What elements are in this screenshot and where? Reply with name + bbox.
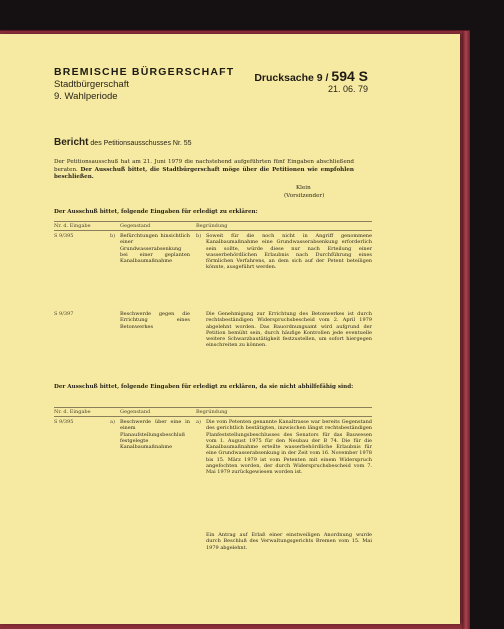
intro-text: Der Petitionsausschuß hat am 21. Juni 1979 die nachstehend aufgeführten fünf Eingaben abschließend beraten.	[54, 159, 354, 173]
drucksache-number	[254, 68, 368, 84]
section2-col-subject: Gegenstand	[120, 409, 151, 415]
row-number: S 9/397	[54, 311, 74, 317]
section2-col-reason: Begründung	[196, 409, 228, 415]
section1-col-subject: Gegenstand	[120, 223, 151, 229]
section1-rule-top	[54, 221, 372, 222]
document-page	[0, 34, 460, 624]
section2-col-nr: Nr. d. Eingabe	[54, 409, 91, 415]
report-heading-main: Bericht	[54, 137, 89, 148]
document-date: 21. 06. 79	[327, 84, 368, 94]
drucksache-label: Drucksache 9 /	[254, 72, 329, 84]
row-reason: Soweit für die noch nicht in Angriff genommene Kanalbaumaßnahme eine Grundwasserabsenkung erforderlich sein sollte, würde diese nur nach Erteilung einer wasserbehördlichen Erlaubnis nach Durchführung eines förmlichen Verfahrens, an dem sich auf der Petent beteiligen könnte, ausgeführt werden.	[206, 233, 372, 271]
row-subject: Befürchtungen hinsichtlich einer Grundwasserabsenkung bei einer geplanten Kanalbaumaßnahme	[120, 233, 190, 265]
report-heading	[54, 137, 192, 148]
section1-heading: Der Ausschuß bittet, folgende Eingaben für erledigt zu erklären:	[54, 209, 258, 215]
section2-rule-bottom	[54, 416, 372, 417]
chamber-name: Stadtbürgerschaft	[54, 79, 129, 90]
section2-heading: Der Ausschuß bittet, folgende Eingaben für erledigt zu erklären, da sie nicht abhilfefähig sind:	[54, 384, 354, 390]
parliament-title: BREMISCHE BÜRGERSCHAFT	[54, 66, 235, 78]
signature-role: (Vorsitzender)	[284, 193, 325, 199]
intro-request: Der Ausschuß bittet, die Stadtbürgerschaft möge über die Petitionen wie empfohlen beschließen.	[54, 166, 355, 181]
row-number: S 9/395	[54, 419, 74, 425]
section1-col-nr: Nr. d. Eingabe	[54, 223, 91, 229]
intro-paragraph	[54, 159, 354, 182]
signature-name: Klein	[296, 185, 311, 191]
section1-col-reason: Begründung	[196, 223, 228, 229]
row-reason-extra: Ein Antrag auf Erlaß einer einstweiligen Anordnung wurde durch Beschluß des Verwaltungsgerichts Bremen vom 15. Mai 1979 abgelehnt.	[206, 532, 372, 551]
binder-spine	[462, 31, 470, 629]
legislative-period: 9. Wahlperiode	[54, 91, 118, 102]
row-reason: Die Genehmigung zur Errichtung des Betonwerkes ist durch rechtsbeständigen Widerspruchsbescheid vom 2. April 1979 abgelehnt worden. Das Bauordnungsamt wird aufgrund der Petition bemüht sein, durch häufige Kontrollen jede eventuelle weitere Schwarzbautätigkeit festzustellen, um sofort hiergegen einschreiten zu können.	[206, 311, 372, 349]
row-reason-letter: a)	[196, 419, 201, 425]
row-subject-letter: b)	[110, 233, 116, 239]
row-reason: Die vom Petenten genannte Kanaltrasse war bereits Gegenstand des gerichtlich bestätigten, inzwischen längst rechtsbeständigen Planfeststellungsbeschlusses des Senators für das Bauwesen vom 1. August 1975 für den Neubau der B 74. Die für die Kanalbaumaßnahme erteilte wasserbehördliche Erlaubnis für eine Grundwasserabsenkung in der Zeit vom 16. November 1978 bis 15. März 1979 ist vom Petenten mit einem Widerspruch angefochten worden, der durch Widerspruchsbescheid vom 7. Mai 1979 zurückgewiesen worden ist.	[206, 419, 372, 476]
drucksache-id: 594 S	[331, 68, 368, 84]
row-number: S 9/395	[54, 233, 74, 239]
section1-rule-bottom	[54, 230, 372, 231]
row-subject-letter: a)	[110, 419, 115, 425]
row-subject: Beschwerde gegen die Errichtung eines Betonwerkes	[120, 311, 190, 330]
row-reason-letter: b)	[196, 233, 202, 239]
section2-rule-top	[54, 407, 372, 408]
report-heading-suffix: des Petitionsausschusses Nr. 55	[90, 140, 192, 147]
row-subject: Beschwerde über eine in einem Planaufstellungsbeschluß festgelegte Kanalbaumaßnahme	[120, 419, 190, 451]
